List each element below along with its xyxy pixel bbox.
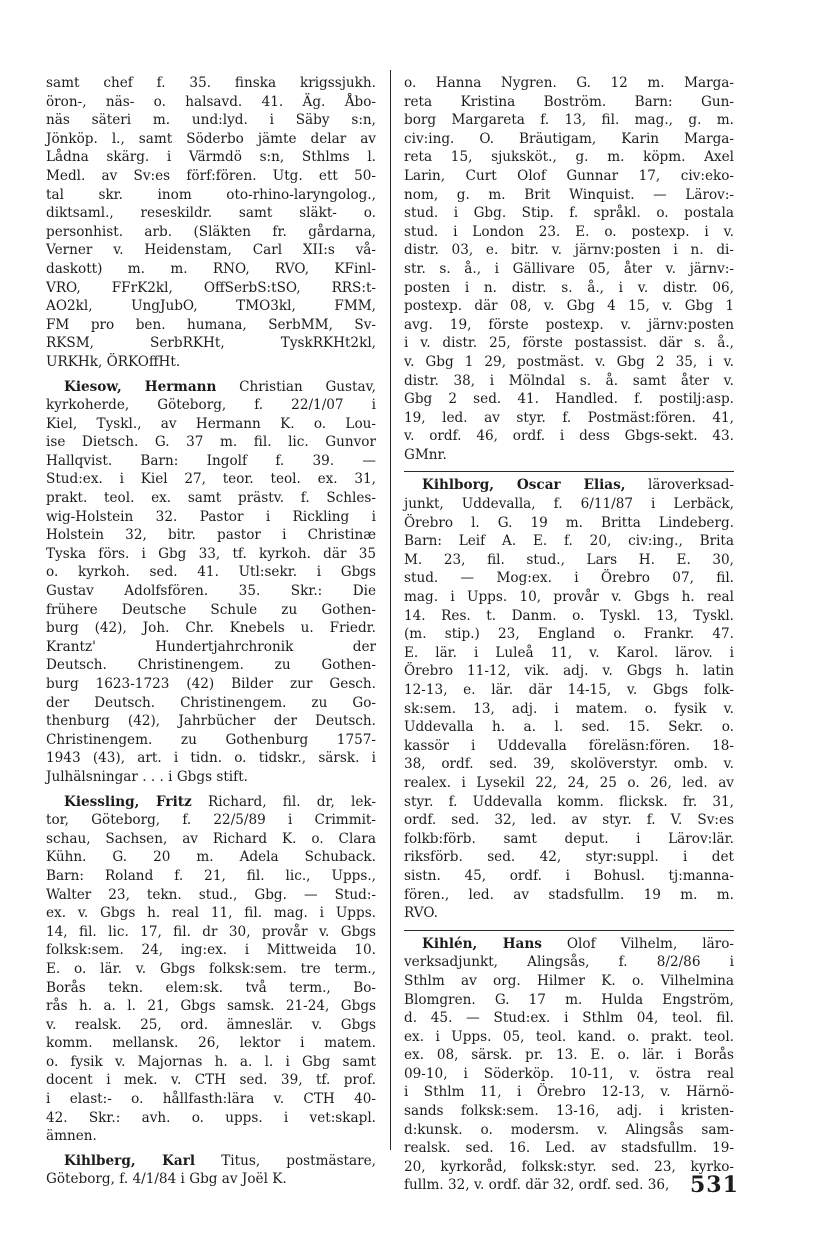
entry-name: Kiessling, Fritz: [64, 793, 192, 810]
text-line: folkb:förb. samt deput. i Lärov:lär.: [404, 830, 734, 847]
text-line: M. 23, fil. stud., Lars H. E. 30,: [404, 551, 734, 568]
entry-name: Kihlén, Hans: [422, 935, 542, 952]
text-line: ordf. sed. 32, led. av styr. f. V. Sv:es: [404, 812, 734, 829]
text-line: [46, 1152, 376, 1171]
text-line: Örebro 11-12, vik. adj. v. Gbgs h. latin: [404, 663, 734, 680]
column-divider: [390, 70, 391, 1150]
entry-name: Kihlberg, Karl: [64, 1152, 196, 1169]
text-line: samt chef f. 35. finska krigssjukh.: [46, 75, 376, 91]
text-line: [404, 935, 734, 954]
text-line: reta Kristina Boström. Barn: Gun-: [404, 93, 734, 110]
text-line: stud. — Mog:ex. i Örebro 07, fil.: [404, 570, 734, 587]
text-line: distr. 38, i Mölndal s. å. samt åter v.: [404, 372, 734, 389]
text-line: Borås tekn. elem:sk. två term., Bo-: [46, 979, 376, 996]
text-line: avg. 19, förste postexp. v. järnv:posten: [404, 316, 734, 333]
text-line: Krantz' Hundertjahrchronik der: [46, 638, 376, 655]
text-line: stud. i Gbg. Stip. f. språkl. o. postala: [404, 205, 734, 222]
text-line: distr. 03, e. bitr. v. järnv:posten i n. di-: [404, 242, 734, 259]
text-line: VRO, FFrK2kl, OffSerbS:tSO, RRS:t-: [46, 279, 376, 296]
text-line: realsk. sed. 16. Led. av stadsfullm. 19-: [404, 1140, 734, 1157]
text-line: o. Hanna Nygren. G. 12 m. Marga-: [404, 75, 734, 91]
text-line: i elast:- o. hållfasth:lära v. CTH 40-: [46, 1091, 376, 1108]
text-line: URKHk, ÖRKOffHt.: [46, 353, 181, 370]
text-line: Kühn. G. 20 m. Adela Schuback.: [46, 849, 376, 866]
text-line: der Deutsch. Christinengem. zu Go-: [46, 694, 376, 711]
entry-separator: [404, 930, 734, 931]
text-line: Sthlm av org. Hilmer K. o. Vilhelmina: [404, 972, 734, 989]
text-line: thenburg (42), Jahrbücher der Deutsch.: [46, 713, 376, 730]
text-line: str. s. å., i Gällivare 05, åter v. järnv:-: [404, 260, 734, 277]
text-line: Blomgren. G. 17 m. Hulda Engström,: [404, 991, 734, 1008]
text-line: wig-Holstein 32. Pastor i Rickling i: [46, 508, 376, 525]
text-line: folksk:sem. 24, ing:ex. i Mittweida 10.: [46, 942, 376, 959]
text-line: RVO.: [404, 905, 438, 922]
text-line: sands folksk:sem. 13-16, adj. i kristen-: [404, 1103, 734, 1120]
text-line: Barn: Leif A. E. f. 20, civ:ing., Brita: [404, 533, 734, 550]
biography-entry: [404, 930, 734, 1195]
text-line: E. lär. i Luleå 11, v. Karol. lärov. i: [404, 644, 734, 661]
text-line: 42. Skr.: avh. o. upps. i vet:skapl.: [46, 1109, 376, 1126]
text-line: 09-10, i Söderköp. 10-11, v. östra real: [404, 1065, 734, 1082]
text-line: Uddevalla h. a. l. sed. 15. Sekr. o.: [404, 719, 734, 736]
text-line: verksadjunkt, Alingsås, f. 8/2/86 i: [404, 954, 734, 971]
text-line: AO2kl, UngJubO, TMO3kl, FMM,: [46, 298, 376, 315]
entry-name: Kihlborg, Oscar Elias,: [422, 477, 626, 494]
text-line: Gbg 2 sed. 41. Handled. f. postilj:asp.: [404, 391, 734, 408]
entry-first-line: Titus, postmästare,: [195, 1152, 376, 1169]
text-line: E. o. lär. v. Gbgs folksk:sem. tre term.,: [46, 960, 376, 977]
text-line: junkt, Uddevalla, f. 6/11/87 i Lerbäck,: [404, 496, 734, 513]
text-line: ex. v. Gbgs h. real 11, fil. mag. i Upps.: [46, 905, 376, 922]
text-line: i v. distr. 25, förste postassist. där s. å.,: [404, 335, 734, 352]
text-line: o. fysik v. Majornas h. a. l. i Gbg samt: [46, 1053, 376, 1070]
right-column: [404, 74, 734, 1195]
text-line: Göteborg, f. 4/1/84 i Gbg av Joël K.: [46, 1171, 287, 1188]
text-line: mag. i Upps. 10, provår v. Gbgs h. real: [404, 589, 734, 606]
text-line: tal skr. inom oto-rhino-laryngolog.,: [46, 186, 376, 203]
text-line: realex. i Lysekil 22, 24, 25 o. 26, led. av: [404, 774, 734, 791]
text-line: docent i mek. v. CTH sed. 39, tf. prof.: [46, 1072, 376, 1089]
text-line: [404, 476, 734, 495]
text-line: 19, led. av styr. f. Postmäst:fören. 41,: [404, 409, 734, 426]
text-line: nom, g. m. Brit Winquist. — Lärov:-: [404, 186, 734, 203]
text-line: reta 15, sjuksköt., g. m. köpm. Axel: [404, 149, 734, 166]
text-line: 14. Res. t. Danm. o. Tyskl. 13, Tyskl.: [404, 607, 734, 624]
text-line: diktsaml., reseskildr. samt släkt- o.: [46, 205, 376, 222]
continued-entry: [46, 74, 376, 372]
text-line: ämnen.: [46, 1128, 97, 1145]
text-line: sistn. 45, ordf. i Bohusl. tj:manna-: [404, 867, 734, 884]
text-line: Stud:ex. i Kiel 27, teor. teol. ex. 31,: [46, 471, 376, 488]
text-line: styr. f. Uddevalla komm. flicksk. fr. 31,: [404, 793, 734, 810]
text-line: 14, fil. lic. 17, fil. dr 30, provår v. Gbgs: [46, 923, 376, 940]
text-line: 1943 (43), art. i tidn. o. tidskr., särsk. i: [46, 750, 376, 767]
text-line: [46, 793, 376, 812]
text-line: Barn: Roland f. 21, fil. lic., Upps.,: [46, 867, 376, 884]
text-line: rås h. a. l. 21, Gbgs samsk. 21-24, Gbgs: [46, 998, 376, 1015]
text-line: prakt. teol. ex. samt prästv. f. Schles-: [46, 490, 376, 507]
text-line: Tyska förs. i Gbg 33, tf. kyrkoh. där 35: [46, 545, 376, 562]
biography-entry: [46, 793, 376, 1146]
biography-entry: [46, 1152, 376, 1189]
left-column: [46, 74, 376, 1189]
continued-entry: [404, 74, 734, 464]
text-line: 20, kyrkoråd, folksk:styr. sed. 23, kyrko-: [404, 1158, 734, 1175]
page-number: 531: [690, 1172, 739, 1198]
text-line: 12-13, e. lär. där 14-15, v. Gbgs folk-: [404, 682, 734, 698]
text-line: Hallqvist. Barn: Ingolf f. 39. —: [46, 452, 376, 469]
text-line: Larin, Curt Olof Gunnar 17, civ:eko-: [404, 167, 734, 184]
text-line: Kiel, Tyskl., av Hermann K. o. Lou-: [46, 415, 376, 432]
text-line: i Sthlm 11, i Örebro 12-13, v. Härnö-: [404, 1084, 734, 1101]
text-line: kyrkoherde, Göteborg, f. 22/1/07 i: [46, 397, 376, 414]
text-line: v. ordf. 46, ordf. i dess Gbgs-sekt. 43.: [404, 428, 734, 445]
text-line: Lådna skärg. i Värmdö s:n, Sthlms l.: [46, 149, 376, 166]
text-line: näs säteri m. und:lyd. i Säby s:n,: [46, 112, 376, 129]
text-line: d. 45. — Stud:ex. i Sthlm 04, teol. fil.: [404, 1010, 734, 1027]
text-line: Örebro l. G. 19 m. Britta Lindeberg.: [404, 514, 734, 531]
text-line: Christinengem. zu Gothenburg 1757-: [46, 731, 376, 748]
text-line: GMnr.: [404, 446, 447, 463]
text-line: postexp. där 08, v. Gbg 4 15, v. Gbg 1: [404, 298, 734, 315]
text-line: fören., led. av stadsfullm. 19 m. m.: [404, 886, 734, 903]
text-line: [46, 378, 376, 397]
text-line: Gustav Adolfsfören. 35. Skr.: Die: [46, 583, 376, 600]
text-line: schau, Sachsen, av Richard K. o. Clara: [46, 830, 376, 847]
text-line: fullm. 32, v. ordf. där 32, ordf. sed. 36,: [404, 1177, 670, 1194]
entry-separator: [404, 471, 734, 472]
text-line: v. realsk. 25, ord. ämneslär. v. Gbgs: [46, 1016, 376, 1033]
text-line: Walter 23, tekn. stud., Gbg. — Stud:-: [46, 886, 376, 903]
text-line: o. kyrkoh. sed. 41. Utl:sekr. i Gbgs: [46, 564, 376, 581]
text-line: RKSM, SerbRKHt, TyskRKHt2kl,: [46, 335, 376, 352]
text-line: burg (42), Joh. Chr. Knebels u. Friedr.: [46, 620, 376, 637]
text-line: sk:sem. 13, adj. i matem. o. fysik v.: [404, 700, 734, 717]
text-line: 38, ordf. sed. 39, skolöverstyr. omb. v.: [404, 756, 734, 773]
text-line: ise Dietsch. G. 37 m. fil. lic. Gunvor: [46, 434, 376, 451]
text-line: d:kunsk. o. modersm. v. Alingsås sam-: [404, 1121, 734, 1138]
text-line: personhist. arb. (Släkten fr. gårdarna,: [46, 223, 376, 240]
text-line: posten i n. distr. s. å., i v. distr. 06,: [404, 279, 734, 296]
text-line: ex. 08, särsk. pr. 13. E. o. lär. i Borås: [404, 1047, 734, 1064]
biography-entry: [46, 378, 376, 787]
text-line: burg 1623-1723 (42) Bilder zur Gesch.: [46, 676, 376, 692]
text-line: stud. i London 23. E. o. postexp. i v.: [404, 223, 734, 240]
text-line: civ:ing. O. Bräutigam, Karin Marga-: [404, 130, 734, 147]
entry-name: Kiesow, Hermann: [64, 378, 217, 395]
text-line: v. Gbg 1 29, postmäst. v. Gbg 2 35, i v.: [404, 353, 734, 370]
text-line: komm. mellansk. 26, lektor i matem.: [46, 1035, 376, 1052]
entry-first-line: läroverksad-: [625, 477, 734, 494]
text-line: daskott) m. m. RNO, RVO, KFinl-: [46, 260, 376, 277]
entry-first-line: Olof Vilhelm, läro-: [541, 935, 734, 952]
text-line: frühere Deutsche Schule zu Gothen-: [46, 601, 376, 618]
text-line: (m. stip.) 23, England o. Frankr. 47.: [404, 626, 734, 643]
text-line: riksförb. sed. 42, styr:suppl. i det: [404, 849, 734, 866]
biography-entry: [404, 471, 734, 922]
text-line: Julhälsningar . . . i Gbgs stift.: [46, 768, 248, 785]
text-line: ex. i Upps. 05, teol. kand. o. prakt. teol.: [404, 1028, 734, 1045]
text-line: Holstein 32, bitr. pastor i Christinæ: [46, 527, 376, 544]
text-line: öron-, näs- o. halsavd. 41. Äg. Åbo-: [46, 93, 376, 110]
text-line: Medl. av Sv:es förf:fören. Utg. ett 50-: [46, 167, 376, 184]
text-line: Verner v. Heidenstam, Carl XII:s vå-: [46, 242, 376, 259]
text-line: borg Margareta f. 13, fil. mag., g. m.: [404, 112, 734, 129]
entry-first-line: Christian Gustav,: [216, 378, 376, 395]
text-line: Deutsch. Christinengem. zu Gothen-: [46, 657, 376, 674]
text-line: kassör i Uddevalla föreläsn:fören. 18-: [404, 737, 734, 754]
text-line: tor, Göteborg, f. 22/5/89 i Crimmit-: [46, 812, 376, 829]
entry-first-line: Richard, fil. dr, lek-: [191, 793, 376, 810]
text-line: FM pro ben. humana, SerbMM, Sv-: [46, 316, 376, 333]
text-line: Jönköp. l., samt Söderbo jämte delar av: [46, 130, 376, 147]
